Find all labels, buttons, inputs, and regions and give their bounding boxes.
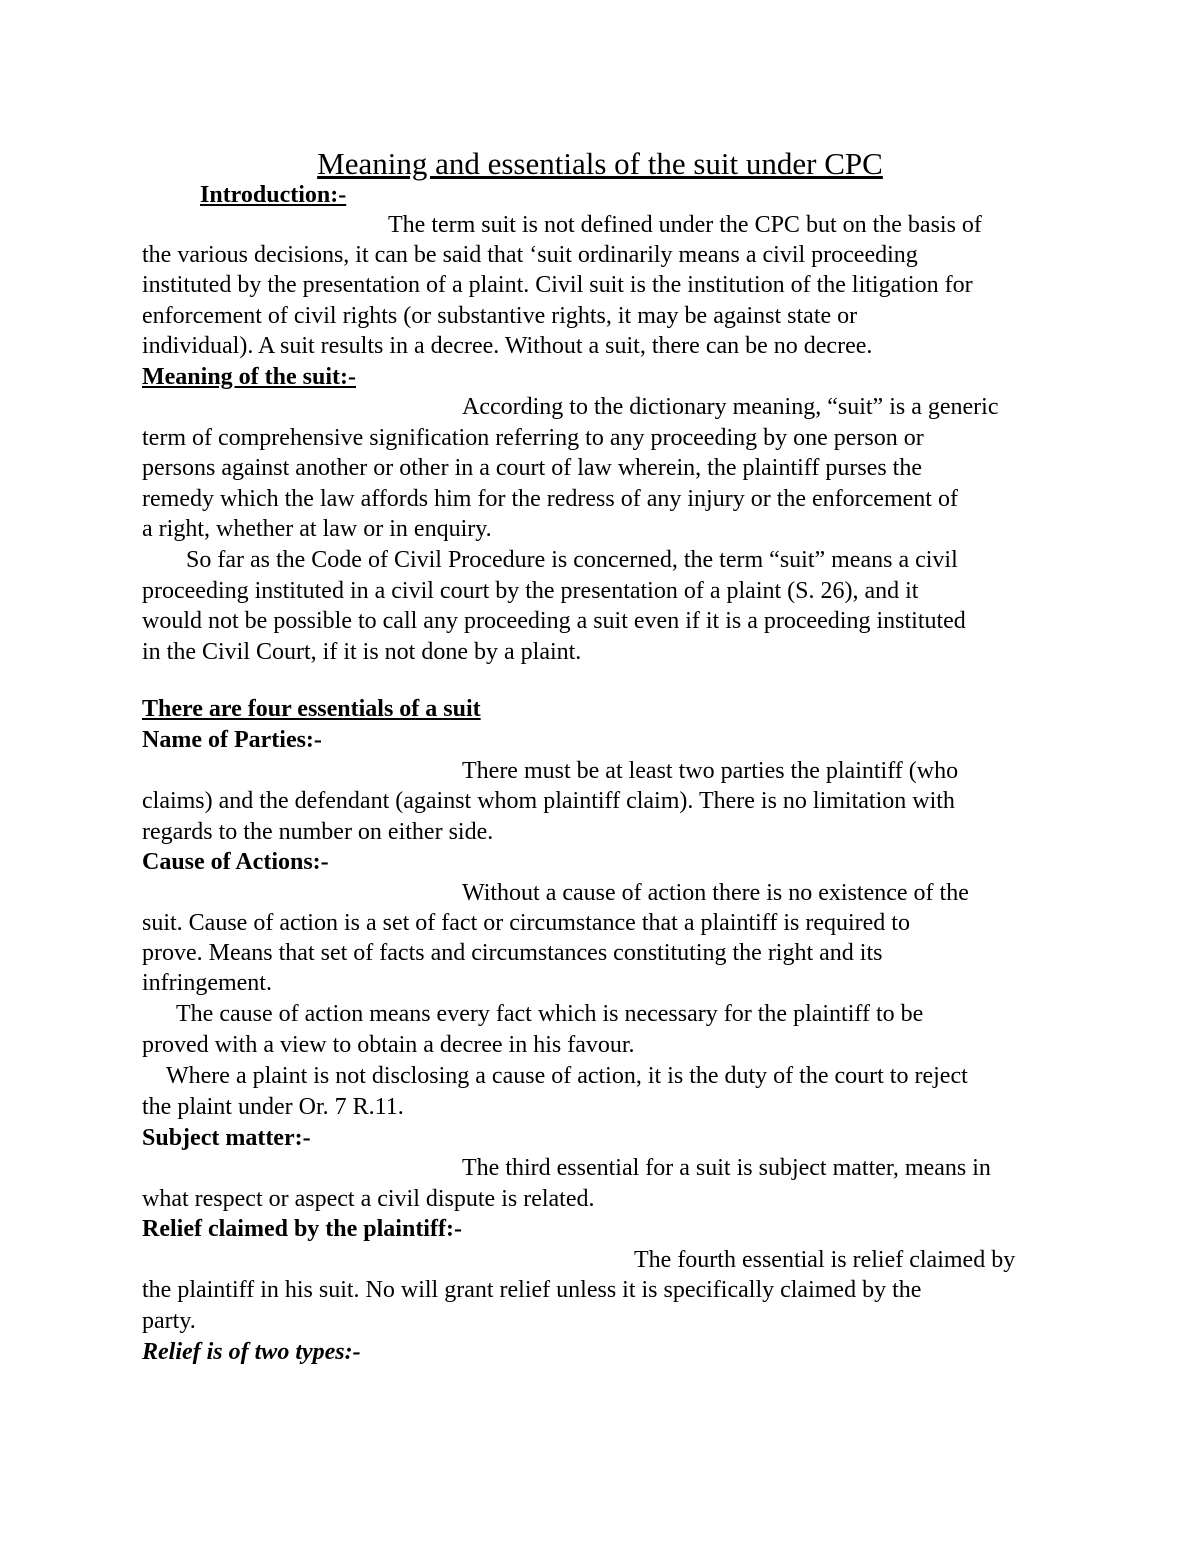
paragraph-line: the various decisions, it can be said that ‘suit ordinarily means a civil proceeding	[142, 242, 918, 268]
paragraph-line: Without a cause of action there is no existence of the	[462, 880, 969, 906]
paragraph-line: regards to the number on either side.	[142, 819, 494, 845]
paragraph-line: enforcement of civil rights (or substantive rights, it may be against state or	[142, 303, 858, 329]
paragraph-line: claims) and the defendant (against whom plaintiff claim). There is no limitation with	[142, 788, 955, 814]
paragraph-line: proved with a view to obtain a decree in his favour.	[142, 1032, 635, 1058]
paragraph-line: would not be possible to call any proceeding a suit even if it is a proceeding instituted	[142, 608, 966, 634]
introduction-heading: Introduction:-	[200, 182, 347, 208]
cause-heading: Cause of Actions:-	[142, 849, 329, 875]
relief-heading: Relief claimed by the plaintiff:-	[142, 1216, 462, 1242]
paragraph-line: in the Civil Court, if it is not done by a plaint.	[142, 639, 582, 665]
paragraph-line: individual). A suit results in a decree. Without a suit, there can be no decree.	[142, 333, 873, 359]
relief-types-heading: Relief is of two types:-	[142, 1339, 361, 1365]
paragraph-line: According to the dictionary meaning, “suit” is a generic	[462, 394, 999, 420]
paragraph-line: a right, whether at law or in enquiry.	[142, 516, 492, 542]
paragraph-line: prove. Means that set of facts and circumstances constituting the right and its	[142, 940, 883, 966]
paragraph-line: term of comprehensive signification referring to any proceeding by one person or	[142, 425, 924, 451]
meaning-heading: Meaning of the suit:-	[142, 364, 356, 390]
paragraph-line: party.	[142, 1308, 196, 1334]
essentials-heading: There are four essentials of a suit	[142, 696, 481, 722]
document-title: Meaning and essentials of the suit under CPC	[317, 146, 883, 181]
parties-heading: Name of Parties:-	[142, 727, 322, 753]
paragraph-line: remedy which the law affords him for the redress of any injury or the enforcement of	[142, 486, 958, 512]
paragraph-line: the plaint under Or. 7 R.11.	[142, 1094, 404, 1120]
paragraph-line: The term suit is not defined under the CPC but on the basis of	[388, 212, 982, 238]
paragraph-line: The fourth essential is relief claimed by	[634, 1247, 1016, 1273]
paragraph-line: So far as the Code of Civil Procedure is concerned, the term “suit” means a civil	[186, 547, 958, 573]
paragraph-line: The cause of action means every fact which is necessary for the plaintiff to be	[176, 1001, 924, 1027]
paragraph-line: persons against another or other in a court of law wherein, the plaintiff purses the	[142, 455, 922, 481]
subject-heading: Subject matter:-	[142, 1125, 311, 1151]
paragraph-line: proceeding instituted in a civil court by the presentation of a plaint (S. 26), and it	[142, 578, 919, 604]
paragraph-line: The third essential for a suit is subject matter, means in	[462, 1155, 991, 1181]
paragraph-line: There must be at least two parties the plaintiff (who	[462, 758, 959, 784]
paragraph-line: infringement.	[142, 970, 272, 996]
paragraph-line: Where a plaint is not disclosing a cause of action, it is the duty of the court to reject	[166, 1063, 968, 1089]
paragraph-line: suit. Cause of action is a set of fact or circumstance that a plaintiff is required to	[142, 910, 910, 936]
paragraph-line: the plaintiff in his suit. No will grant relief unless it is specifically claimed by the	[142, 1277, 922, 1303]
paragraph-line: instituted by the presentation of a plaint. Civil suit is the institution of the litigation for	[142, 272, 973, 298]
paragraph-line: what respect or aspect a civil dispute is related.	[142, 1186, 595, 1212]
